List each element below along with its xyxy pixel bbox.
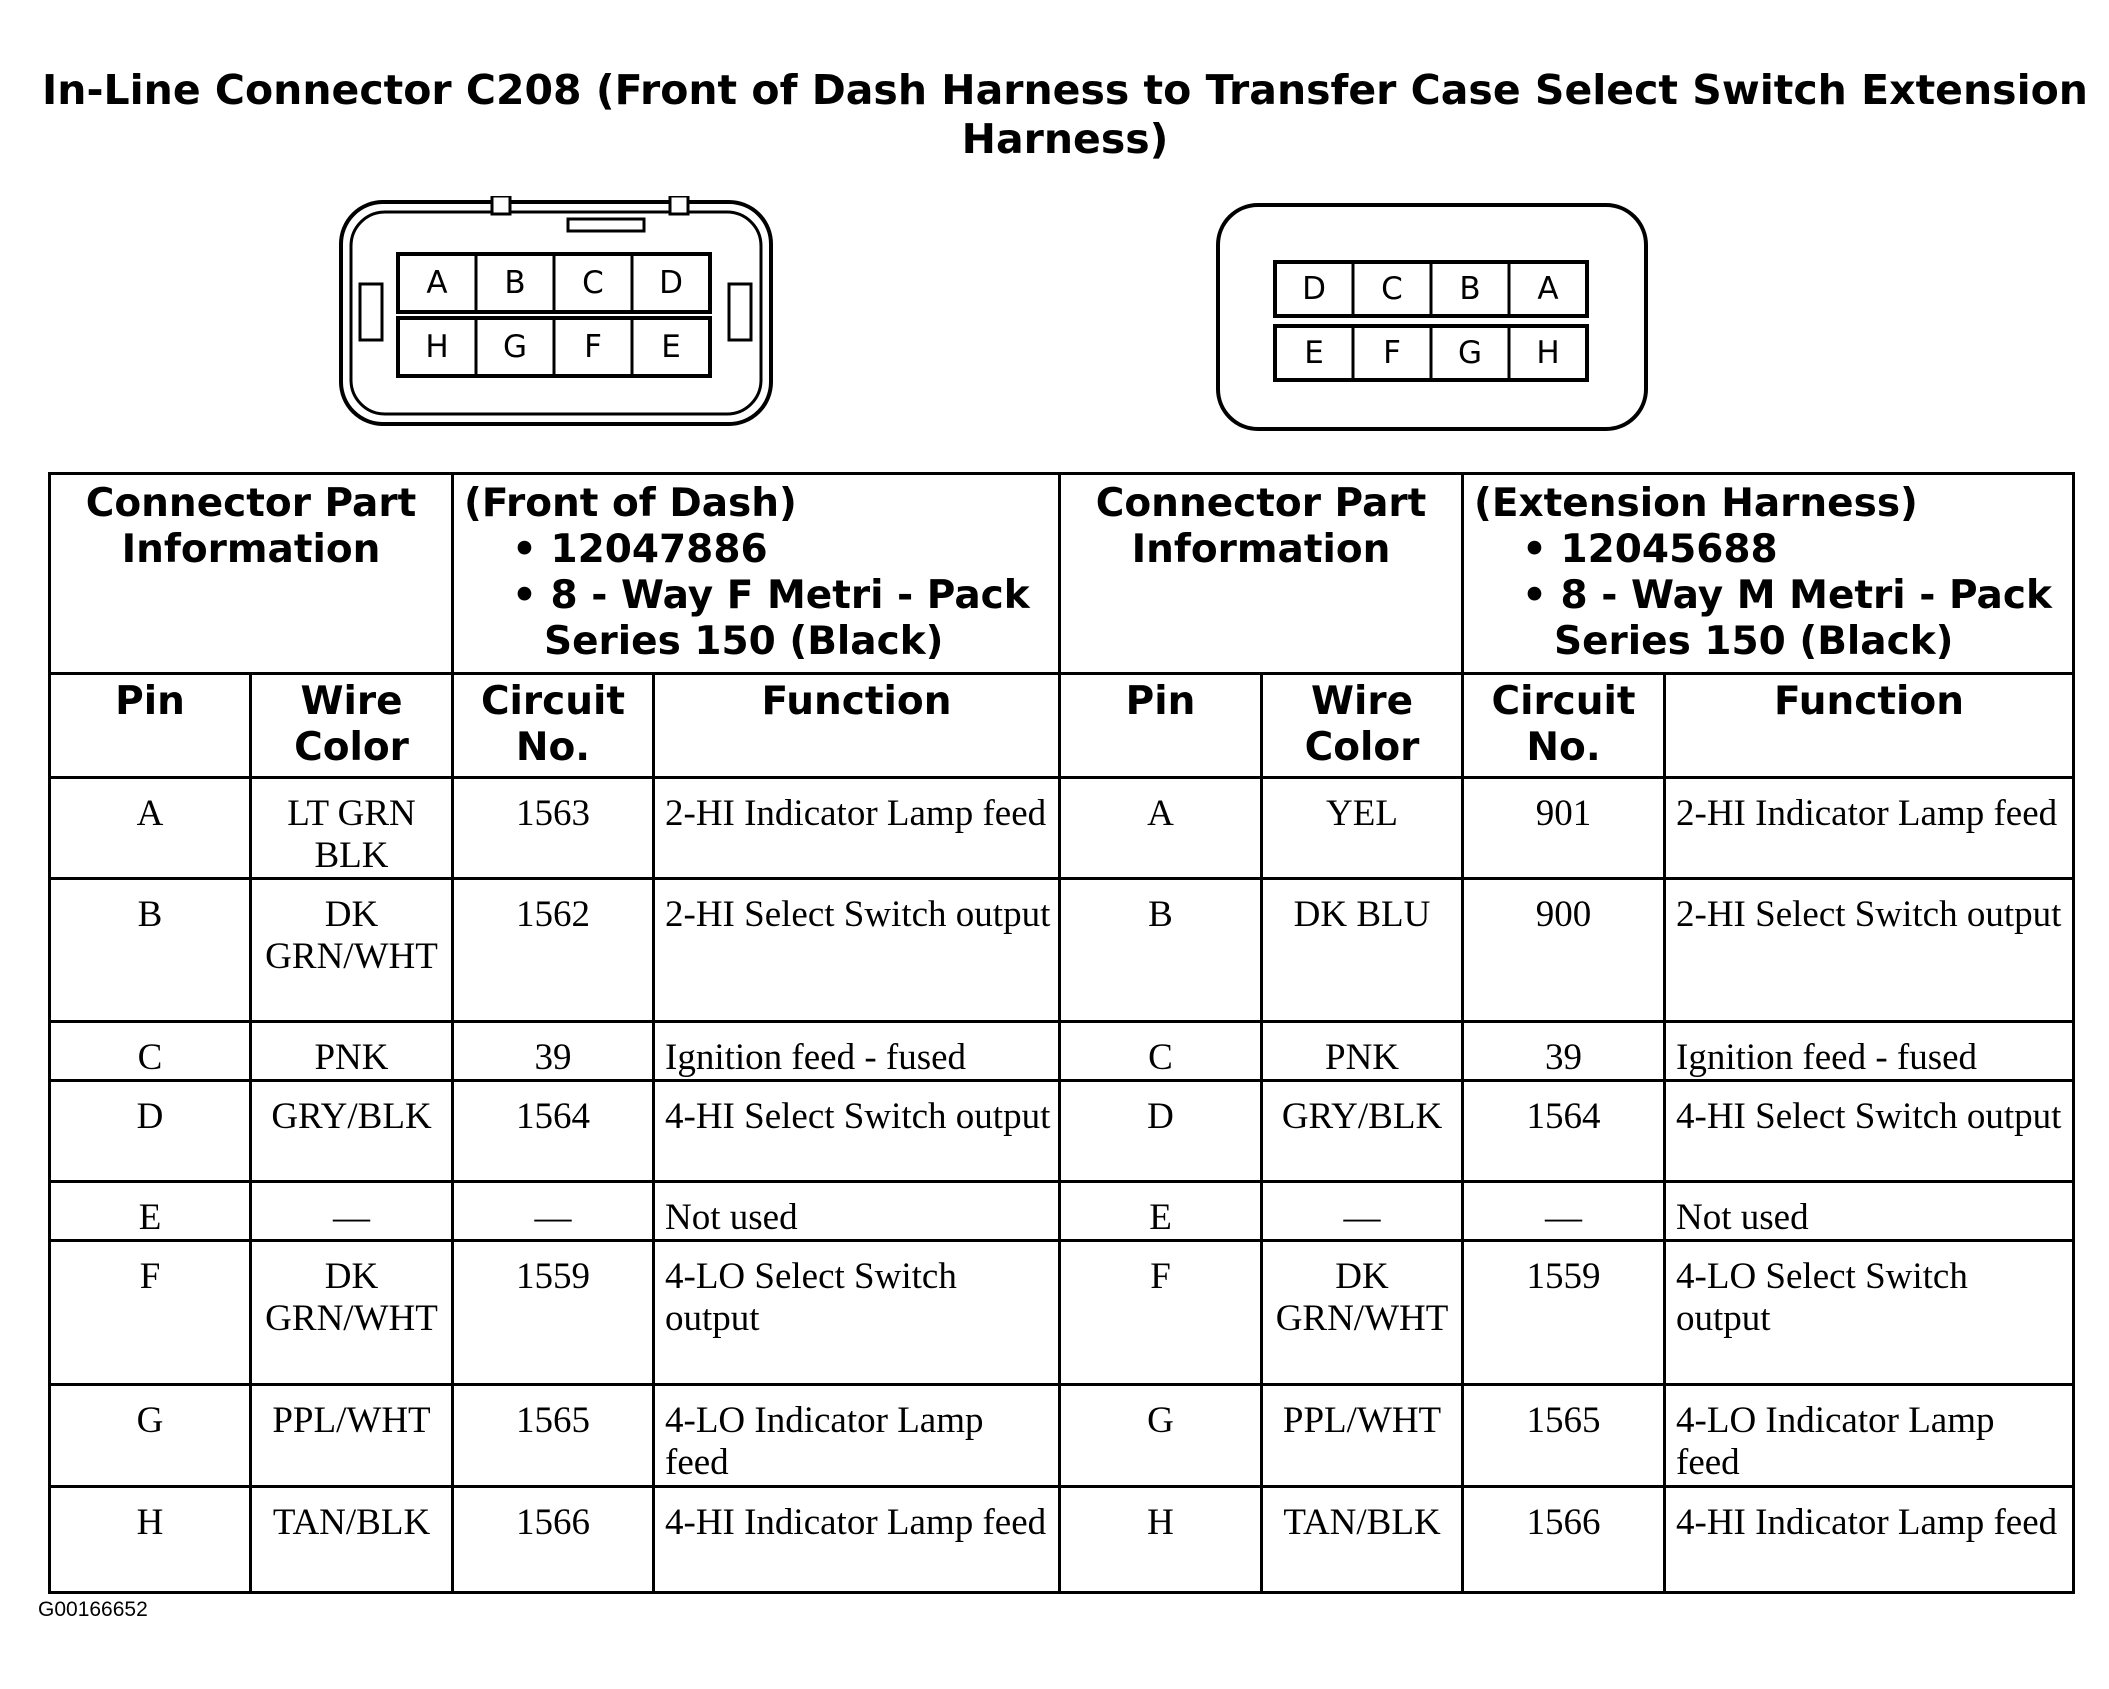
circuit-cell: 1562 bbox=[453, 879, 654, 1022]
pin-label: F bbox=[584, 329, 602, 365]
pin-label: G bbox=[502, 329, 528, 365]
table-row bbox=[50, 1487, 2074, 1593]
pin-label: B bbox=[504, 265, 526, 301]
wire-color-cell: GRY/BLK bbox=[251, 1081, 453, 1182]
pin-cell: F bbox=[50, 1241, 251, 1385]
function-cell: 4-HI Indicator Lamp feed bbox=[654, 1487, 1060, 1593]
function-cell: Not used bbox=[1665, 1182, 2074, 1241]
page-title: In-Line Connector C208 (Front of Dash Harness to Transfer Case Select Switch Extension Harness) bbox=[42, 66, 2088, 163]
pin-cell: D bbox=[50, 1081, 251, 1182]
circuit-cell: 1565 bbox=[1463, 1385, 1665, 1487]
pin-cell: G bbox=[50, 1385, 251, 1487]
figure-code: G00166652 bbox=[38, 1598, 148, 1621]
pin-label: C bbox=[1381, 271, 1403, 307]
pin-cell: B bbox=[1060, 879, 1262, 1022]
pin-label: G bbox=[1457, 335, 1483, 371]
part-info-row bbox=[50, 474, 2074, 674]
wire-color-cell: GRY/BLK bbox=[1262, 1081, 1463, 1182]
wire-color-cell: DK BLU bbox=[1262, 879, 1463, 1022]
pin-label: H bbox=[1536, 335, 1560, 371]
part-heading: (Extension Harness) bbox=[1474, 481, 1918, 526]
pin-label: F bbox=[1383, 335, 1401, 371]
col-header-pin: Pin bbox=[50, 674, 251, 778]
circuit-cell: 1566 bbox=[453, 1487, 654, 1593]
function-cell: 4-HI Select Switch output bbox=[654, 1081, 1060, 1182]
wire-color-cell: — bbox=[1262, 1182, 1463, 1241]
extension-harness-connector-diagram bbox=[1215, 202, 1649, 432]
part-description: • 8 - Way F Metri - Pack bbox=[512, 573, 1030, 618]
pin-cell: C bbox=[50, 1022, 251, 1081]
circuit-cell: 900 bbox=[1463, 879, 1665, 1022]
pin-cell: C bbox=[1060, 1022, 1262, 1081]
connector-pinout-table bbox=[48, 472, 2075, 1594]
circuit-cell: 39 bbox=[1463, 1022, 1665, 1081]
pin-cell: G bbox=[1060, 1385, 1262, 1487]
col-header-function: Function bbox=[1665, 674, 2074, 778]
part-description: • 8 - Way M Metri - Pack bbox=[1522, 573, 2052, 618]
pin-label: B bbox=[1459, 271, 1481, 307]
pin-label: A bbox=[1537, 271, 1559, 307]
function-cell: 4-LO Indicator Lamp feed bbox=[654, 1385, 1060, 1487]
col-header-pin: Pin bbox=[1060, 674, 1262, 778]
function-cell: 4-HI Indicator Lamp feed bbox=[1665, 1487, 2074, 1593]
part-series: Series 150 (Black) bbox=[544, 619, 944, 664]
part-number: • 12045688 bbox=[1522, 527, 1778, 572]
part-heading: (Front of Dash) bbox=[464, 481, 797, 526]
table-row bbox=[50, 1385, 2074, 1487]
function-cell: 4-LO Indicator Lamp feed bbox=[1665, 1385, 2074, 1487]
pin-label: D bbox=[659, 265, 683, 301]
table-row bbox=[50, 1022, 2074, 1081]
pin-cell: H bbox=[50, 1487, 251, 1593]
circuit-cell: — bbox=[1463, 1182, 1665, 1241]
col-header-circuit: Circuit No. bbox=[1463, 674, 1665, 778]
table-row bbox=[50, 778, 2074, 879]
circuit-cell: 39 bbox=[453, 1022, 654, 1081]
table-row bbox=[50, 1182, 2074, 1241]
wire-color-cell: PNK bbox=[251, 1022, 453, 1081]
col-header-wire-color: Wire Color bbox=[251, 674, 453, 778]
circuit-cell: 1566 bbox=[1463, 1487, 1665, 1593]
pin-cell: F bbox=[1060, 1241, 1262, 1385]
circuit-cell: — bbox=[453, 1182, 654, 1241]
function-cell: 2-HI Select Switch output bbox=[1665, 879, 2074, 1022]
front-of-dash-connector-diagram bbox=[338, 196, 774, 430]
function-cell: Ignition feed - fused bbox=[654, 1022, 1060, 1081]
function-cell: 2-HI Indicator Lamp feed bbox=[654, 778, 1060, 879]
pin-cell: B bbox=[50, 879, 251, 1022]
circuit-cell: 901 bbox=[1463, 778, 1665, 879]
wire-color-cell: PPL/WHT bbox=[1262, 1385, 1463, 1487]
part-series: Series 150 (Black) bbox=[1554, 619, 1954, 664]
pin-label: C bbox=[582, 265, 604, 301]
table-row bbox=[50, 879, 2074, 1022]
pin-label: E bbox=[1304, 335, 1324, 371]
col-header-function: Function bbox=[654, 674, 1060, 778]
pin-label: D bbox=[1302, 271, 1326, 307]
wire-color-cell: PPL/WHT bbox=[251, 1385, 453, 1487]
circuit-cell: 1563 bbox=[453, 778, 654, 879]
function-cell: 2-HI Indicator Lamp feed bbox=[1665, 778, 2074, 879]
wire-color-cell: — bbox=[251, 1182, 453, 1241]
connector-part-info-label: Connector Part Information bbox=[1060, 474, 1463, 674]
wire-color-cell: DK GRN/WHT bbox=[251, 1241, 453, 1385]
function-cell: Ignition feed - fused bbox=[1665, 1022, 2074, 1081]
extension-harness-part-info bbox=[1463, 474, 2074, 674]
function-cell: 2-HI Select Switch output bbox=[654, 879, 1060, 1022]
pin-cell: D bbox=[1060, 1081, 1262, 1182]
circuit-cell: 1559 bbox=[453, 1241, 654, 1385]
wire-color-cell: DK GRN/WHT bbox=[251, 879, 453, 1022]
pin-cell: A bbox=[1060, 778, 1262, 879]
function-cell: 4-HI Select Switch output bbox=[1665, 1081, 2074, 1182]
pin-cell: E bbox=[1060, 1182, 1262, 1241]
table-row bbox=[50, 1081, 2074, 1182]
col-header-circuit: Circuit No. bbox=[453, 674, 654, 778]
circuit-cell: 1559 bbox=[1463, 1241, 1665, 1385]
wire-color-cell: PNK bbox=[1262, 1022, 1463, 1081]
pin-cell: A bbox=[50, 778, 251, 879]
front-of-dash-part-info bbox=[453, 474, 1060, 674]
circuit-cell: 1564 bbox=[453, 1081, 654, 1182]
pin-label: H bbox=[425, 329, 449, 365]
wire-color-cell: TAN/BLK bbox=[1262, 1487, 1463, 1593]
function-cell: Not used bbox=[654, 1182, 1060, 1241]
wire-color-cell: YEL bbox=[1262, 778, 1463, 879]
wire-color-cell: DK GRN/WHT bbox=[1262, 1241, 1463, 1385]
pin-cell: H bbox=[1060, 1487, 1262, 1593]
circuit-cell: 1565 bbox=[453, 1385, 654, 1487]
pin-label: E bbox=[661, 329, 681, 365]
function-cell: 4-LO Select Switch output bbox=[1665, 1241, 2074, 1385]
connector-part-info-label: Connector Part Information bbox=[50, 474, 453, 674]
column-header-row bbox=[50, 674, 2074, 778]
table-row bbox=[50, 1241, 2074, 1385]
function-cell: 4-LO Select Switch output bbox=[654, 1241, 1060, 1385]
wire-color-cell: TAN/BLK bbox=[251, 1487, 453, 1593]
part-number: • 12047886 bbox=[512, 527, 768, 572]
col-header-wire-color: Wire Color bbox=[1262, 674, 1463, 778]
wire-color-cell: LT GRN BLK bbox=[251, 778, 453, 879]
circuit-cell: 1564 bbox=[1463, 1081, 1665, 1182]
pin-cell: E bbox=[50, 1182, 251, 1241]
pin-label: A bbox=[426, 265, 448, 301]
